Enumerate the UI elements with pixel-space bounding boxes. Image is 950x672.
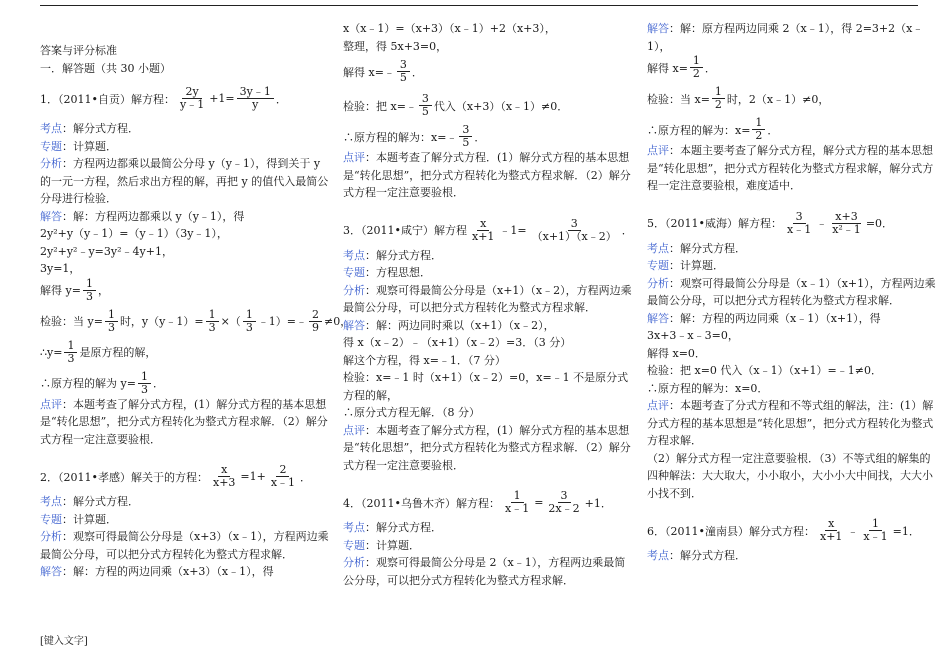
column-1: [40, 20, 352, 581]
fraction: $\frac{x}{x+1}$: [819, 517, 843, 543]
p1-step-2: 2y²+y²﹣y=3y²﹣4y+1，: [40, 244, 173, 258]
p3-dianping: 点评：本题考查了解分式方程，(1）解分式方程的基本思想是“转化思想”，把分式方程转化为整式方程求解．（2）解分式方程一定注意要验根．: [343, 423, 631, 472]
fraction: $\frac{1}{3}$: [83, 278, 96, 303]
footer-placeholder: [键入文字]: [40, 636, 88, 647]
p1-root: ∴y= $\frac{1}{3}$ 是原方程的解，: [40, 338, 157, 365]
problem-5-head: 5．（2011•威海）解方程： $\frac{3}{x﹣1}$ ﹣ $\frac{x+3}{\text{x²﹣1}}$ =0．: [647, 209, 894, 236]
fraction: $\frac{1}{3}$: [243, 309, 256, 334]
section-heading: 一．解答题（共 30 小题）: [40, 61, 171, 75]
fraction: $\frac{3}{x﹣1}$: [786, 209, 812, 236]
p2-zhuanti: 专题：计算题．: [40, 512, 117, 526]
p1-final: ∴原方程的解为 y= $\frac{1}{3}$ ．: [40, 369, 164, 396]
header-rule: [40, 5, 918, 6]
fraction: $\frac{x}{x+3}$: [212, 463, 236, 489]
p5-dianping: 点评：本题考查了分式方程和不等式组的解法，注：(1）解分式方程的基本思想是“转化思想”，把分式方程转化为整式方程求解．: [647, 399, 934, 447]
p2-dianping: 点评：本题考查了解分式方程．(1）解分式方程的基本思想是“转化思想”，把分式方程转化为整式方程求解．（2）解分式方程一定注意要验根．: [343, 151, 631, 199]
p3-step-4: ∴原分式方程无解．（8 分）: [343, 406, 480, 419]
p3-kaodian: 考点：解分式方程．: [343, 248, 442, 262]
p3-step-1: 得 x（x﹣2）﹣（x+1）（x﹣2）=3．（3 分）: [343, 336, 572, 349]
p4-fenxi: 分析：观察可得最简公分母是 2（x﹣1），方程两边乘最简公分母，可以把分式方程转化为整式方程求解．: [343, 556, 626, 587]
problem-6-head: 6．（2011•潼南县）解分式方程： $\frac{x}{x+1}$ ﹣ $\frac{1}{x﹣1}$ =1．: [647, 517, 920, 543]
problem-4-head: 4．（2011•乌鲁木齐）解方程： $\frac{1}{x﹣1}$ = $\frac{3}{2x﹣2}$ +1．: [343, 489, 612, 515]
p2-jieda: 解答：解：方程的两边同乘（x+3）（x﹣1），得: [40, 565, 274, 578]
p1-fenxi: 分析：方程两边都乘以最简公分母 y（y﹣1），得到关于 y 的一元一方程，然后求出方程的解，再把 y 的值代入最简公分母进行检验．: [40, 157, 329, 205]
p3-fenxi: 分析：观察可得最简公分母是（x+1）（x﹣2），方程两边乘最简公分母，可以把分式方程转化为整式方程求解．: [343, 283, 632, 314]
p3-jieda: 解答：解：两边同时乘以（x+1）（x﹣2），: [343, 318, 555, 332]
p6-kaodian: 考点：解分式方程．: [647, 549, 746, 562]
fraction: $\frac{2y}{y﹣1}$: [179, 85, 205, 111]
p1-step-4: 解得 y= $\frac{1}{3}$ ，: [40, 276, 109, 303]
p5-fenxi: 分析：观察可得最简公分母是（x﹣1）（x+1），方程两边乘最简公分母，可以把分式方程转化为整式方程求解．: [647, 276, 936, 307]
p1-check: 检验：当 y= $\frac{1}{3}$ 时，y（y﹣1）= $\frac{1}{3}$ ×（ $\frac{1}{3}$ ﹣1）=﹣ $\frac{2}{9}$ ≠0，: [40, 307, 352, 334]
p2-fenxi: 分析：观察可得最简公分母是（x+3）（x﹣1），方程两边乘最简公分母，可以把分式方程转化为整式方程求解．: [40, 530, 329, 561]
p4-check: 检验：当 x= $\frac{1}{2}$ 时，2（x﹣1）≠0，: [647, 85, 830, 111]
fraction: $\frac{1}{3}$: [64, 340, 77, 365]
doc-title: 答案与评分标准: [40, 44, 117, 57]
p5-step-3: 检验：把 x=0 代入（x﹣1）（x+1）=﹣1≠0．: [647, 364, 882, 377]
fraction: $\frac{1}{2}$: [752, 117, 765, 142]
p2-final: ∴原方程的解为：x=﹣ $\frac{3}{5}$ ．: [343, 123, 486, 149]
p1-step-1: 2y²+y（y﹣1）=（y﹣1）（3y﹣1），: [40, 227, 228, 240]
fraction: $\frac{1}{2}$: [712, 86, 725, 111]
p3-step-2: 解这个方程，得 x=﹣1．（7 分）: [343, 353, 506, 367]
fraction: $\frac{1}{x﹣1}$: [863, 517, 888, 543]
fraction: $\frac{1}{3}$: [206, 309, 219, 334]
p5-step-1: 3x+3﹣x﹣3=0，: [647, 329, 739, 342]
problem-3-head: 3．（2011•咸宁）解方程 $\frac{x}{x+1}$ ﹣1= $\frac{3}{(x+1)(x﹣2)}$ ．: [343, 216, 633, 243]
p4-dianping: 点评：本题主要考查了解分式方程，解分式方程的基本思想是“转化思想”，把分式方程转化为整式方程求解，解分式方程一定注意要验根，难度适中．: [647, 144, 934, 192]
fraction: $\frac{1}{3}$: [138, 371, 151, 396]
fraction: $\frac{3}{5}$: [459, 124, 472, 149]
p2-kaodian: 考点：解分式方程．: [40, 495, 139, 508]
p5-step-2: 解得 x=0．: [647, 346, 706, 360]
fraction: $\frac{1}{x﹣1}$: [504, 489, 530, 515]
fraction: $\frac{1}{3}$: [105, 309, 118, 334]
fraction: $\frac{3}{(x+1)(x﹣2)}$: [531, 216, 617, 243]
p1-zhuanti: 专题：计算题．: [40, 139, 117, 153]
p4-jieda: 解答：解：原方程两边同乘 2（x﹣1），得 2=3+2（x﹣1），: [647, 22, 924, 53]
fraction: $\frac{2}{9}$: [309, 309, 322, 334]
fraction: $\frac{x+3}{\text{x²﹣1}}$: [832, 209, 861, 236]
column-2: [343, 20, 633, 589]
p1-step-3: 3y=1，: [40, 262, 81, 275]
fraction: $\frac{3}{5}$: [419, 93, 432, 118]
problem-2-head: 2．（2011•孝感）解关于的方程： $\frac{x}{x+3}$ =1+ $\frac{2}{x﹣1}$ ．: [40, 463, 312, 489]
fraction: $\frac{x}{x+1}$: [471, 216, 495, 243]
fraction: $\frac{1}{2}$: [690, 55, 703, 80]
problem-1-head: 1．（2011•自贡）解方程： $\frac{2y}{y﹣1}$ +1= $\frac{3y﹣1}{y}$ ．: [40, 85, 287, 111]
fraction: $\frac{3}{2x﹣2}$: [548, 489, 580, 515]
p3-step-3: 检验：x=﹣1 时（x+1）（x﹣2）=0，x=﹣1 不是原分式方程的解，: [343, 371, 629, 402]
p4-kaodian: 考点：解分式方程．: [343, 521, 442, 534]
p1-jieda: 解答：解：方程两边都乘以 y（y﹣1），得: [40, 209, 245, 223]
p5-jieda: 解答：解：方程的两边同乘（x﹣1）（x+1），得: [647, 311, 881, 325]
column-3: [647, 20, 937, 565]
p5-step-4: ∴原方程的解为：x=0．: [647, 381, 769, 395]
p2-step-3: 解得 x=﹣ $\frac{3}{5}$ ．: [343, 58, 423, 84]
p5-zhuanti: 专题：计算题．: [647, 259, 724, 272]
p1-dianping: 点评：本题考查了解分式方程，(1）解分式方程的基本思想是“转化思想”，把分式方程转化为整式方程求解．（2）解分式方程一定注意要验根．: [40, 397, 328, 446]
fraction: $\frac{2}{x﹣1}$: [270, 463, 296, 489]
p2-step-2: 整理，得 5x+3=0，: [343, 39, 448, 53]
p5-kaodian: 考点：解分式方程．: [647, 241, 746, 255]
p2-step-1: x（x﹣1）=（x+3）（x﹣1）+2（x+3），: [343, 22, 556, 35]
p5-dianping-2: （2）解分式方程一定注意要验根．（3）不等式组的解集的四种解法：大大取大，小小取小，大小小大中间找，大大小小找不到．: [647, 451, 933, 500]
p4-zhuanti: 专题：计算题．: [343, 538, 420, 552]
p4-step-2: 解得 x= $\frac{1}{2}$ ．: [647, 54, 716, 80]
p1-kaodian: 考点：解分式方程．: [40, 122, 139, 135]
p2-check: 检验：把 x=﹣ $\frac{3}{5}$ 代入（x+3）（x﹣1）≠0．: [343, 92, 569, 118]
p4-final: ∴原方程的解为：x= $\frac{1}{2}$ ．: [647, 116, 779, 142]
fraction: $\frac{3y﹣1}{y}$: [237, 86, 274, 111]
p3-zhuanti: 专题：方程思想．: [343, 266, 431, 279]
fraction: $\frac{3}{5}$: [397, 59, 410, 84]
